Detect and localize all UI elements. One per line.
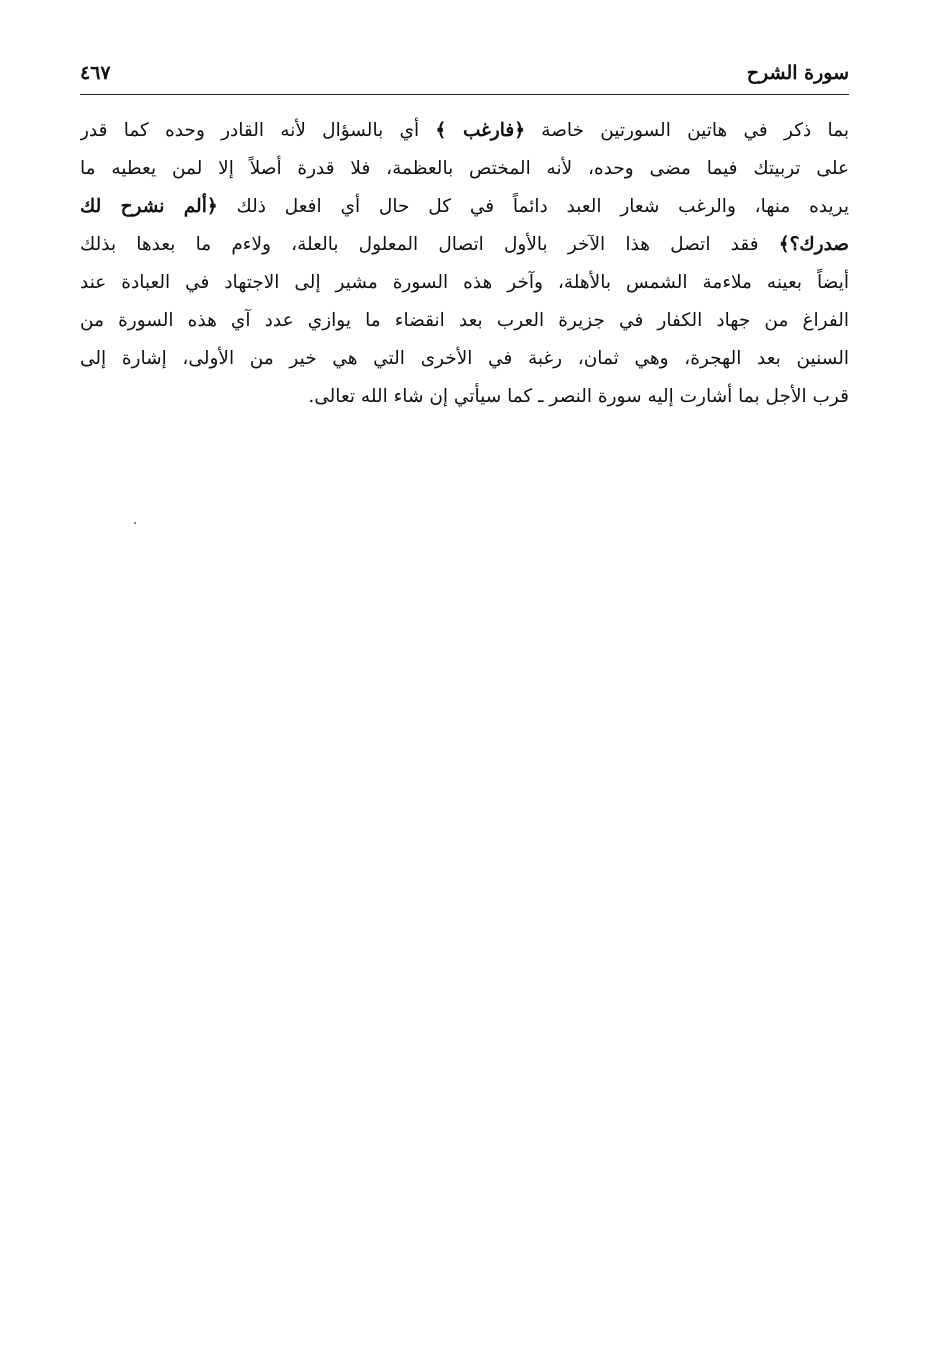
text-segment: يريده منها، والرغب شعار العبد دائماً في كل حال أي افعل ذلك bbox=[217, 196, 849, 217]
text-segment: السنين بعد الهجرة، وهي ثمان، رغبة في الأخرى التي هي خير من الأولى، إشارة إلى bbox=[80, 348, 849, 369]
running-header-title: سورة الشرح bbox=[746, 62, 849, 84]
text-line bbox=[80, 150, 849, 188]
text-line bbox=[80, 112, 849, 150]
text-segment: أي بالسؤال لأنه القادر وحده كما قدر bbox=[80, 120, 436, 141]
text-segment: الفراغ من جهاد الكفار في جزيرة العرب بعد انقضاء ما يوازي عدد آي هذه السورة من bbox=[80, 310, 849, 331]
text-line bbox=[80, 188, 849, 226]
text-segment: على تربيتك فيما مضى وحده، لأنه المختص بالعظمة، فلا قدرة أصلاً إلا لمن يعطيه ما bbox=[80, 158, 849, 179]
text-line bbox=[80, 378, 849, 416]
text-segment: بما ذكر في هاتين السورتين خاصة bbox=[525, 120, 849, 141]
page-number: ٤٦٧ bbox=[80, 62, 111, 84]
text-line bbox=[80, 264, 849, 302]
body-text bbox=[80, 112, 849, 416]
text-line bbox=[80, 302, 849, 340]
scan-speck bbox=[134, 522, 136, 524]
text-segment: أيضاً بعينه ملاءمة الشمس بالأهلة، وآخر هذه السورة مشير إلى الاجتهاد في العبادة عند bbox=[80, 272, 849, 293]
quran-quote: صدرك؟﴾ bbox=[778, 234, 849, 255]
text-line bbox=[80, 226, 849, 264]
quran-quote: ﴿ألم نشرح لك bbox=[80, 196, 218, 217]
text-line bbox=[80, 340, 849, 378]
text-segment: قرب الأجل بما أشارت إليه سورة النصر ـ كما سيأتي إن شاء الله تعالى. bbox=[308, 386, 849, 407]
quran-quote: ﴿فارغب ﴾ bbox=[435, 120, 526, 141]
page-header bbox=[80, 58, 849, 95]
text-segment: فقد اتصل هذا الآخر بالأول اتصال المعلول بالعلة، ولاءم ما بعدها بذلك bbox=[80, 234, 779, 255]
